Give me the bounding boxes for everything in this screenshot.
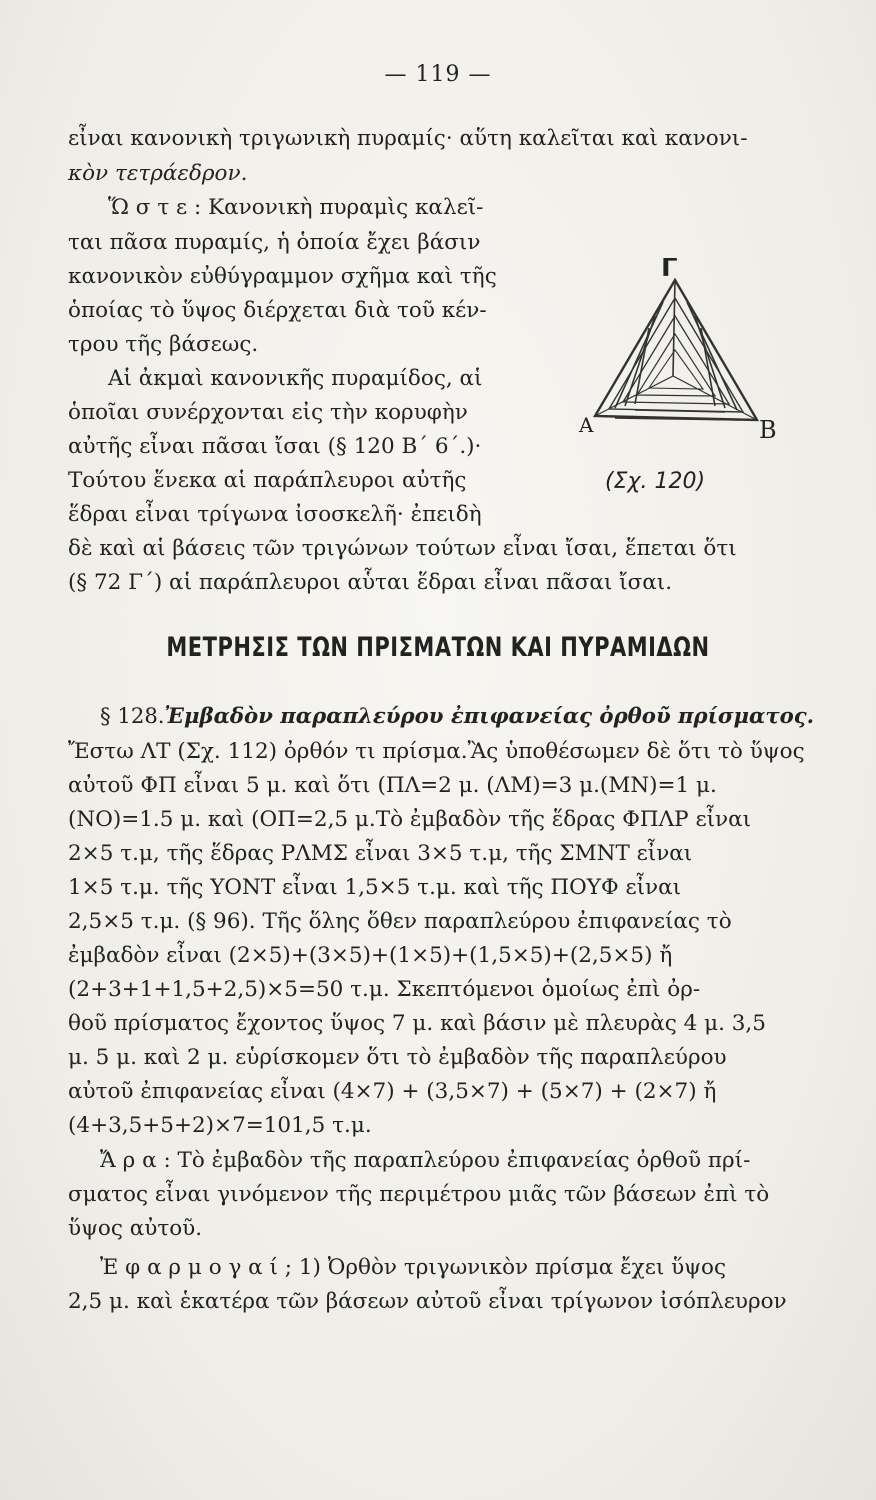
text-line: ὁποῖαι συνέρχονται εἰς τὴν κορυφὴν bbox=[68, 400, 468, 425]
text-line: αὐτοῦ ΦΠ εἶναι 5 μ. καὶ ὅτι (ΠΛ=2 μ. (ΛΜ)=3 μ.(ΜΝ)=1 μ. bbox=[68, 773, 717, 798]
paragraph-label: § 128. bbox=[100, 704, 165, 729]
text-line: ὁποίας τὸ ὕψος διέρχεται διὰ τοῦ κέν- bbox=[68, 298, 487, 323]
paragraph-128-line bbox=[100, 706, 814, 728]
text-line: Ἄ ρ α : Τὸ ἐμβαδὸν τῆς παραπλεύρου ἐπιφανείας ὀρθοῦ πρί- bbox=[100, 1148, 751, 1173]
text-line: εἶναι κανονικὴ τριγωνικὴ πυραμίς· αὕτη καλεῖται καὶ κανονι- bbox=[68, 126, 748, 151]
text-line: (2+3+1+1,5+2,5)×5=50 τ.μ. Σκεπτόμενοι ὁμοίως ἐπὶ ὀρ- bbox=[68, 977, 701, 1002]
text-line: θοῦ πρίσματος ἔχοντος ὕψος 7 μ. καὶ βάσιν μὲ πλευρὰς 4 μ. 3,5 bbox=[68, 1011, 766, 1036]
pyramid-figure bbox=[575, 258, 785, 493]
text-line: Ἔστω ΛΤ (Σχ. 112) ὀρθόν τι πρίσμα.Ἂς ὑποθέσωμεν δὲ ὅτι τὸ ὕψος bbox=[68, 739, 805, 764]
text-line: (§ 72 Γ΄) αἱ παράπλευροι αὗται ἕδραι εἶναι πᾶσαι ἴσαι. bbox=[68, 570, 673, 595]
text-line: ται πᾶσα πυραμίς, ἡ ὁποία ἔχει βάσιν bbox=[68, 230, 481, 255]
vertex-label-top: Γ bbox=[661, 258, 678, 283]
paragraph-title: Ἐμβαδὸν παραπλεύρου ἐπιφανείας ὀρθοῦ πρίσματος. bbox=[164, 704, 815, 729]
text-line: 2,5×5 τ.μ. (§ 96). Τῆς ὅλης ὅθεν παραπλεύρου ἐπιφανείας τὸ bbox=[68, 909, 732, 934]
text-line: ὕψος αὐτοῦ. bbox=[68, 1216, 203, 1241]
text-line: ἐμβαδὸν εἶναι (2×5)+(3×5)+(1×5)+(1,5×5)+(2,5×5) ἤ bbox=[68, 943, 673, 968]
text-line: 1×5 τ.μ. τῆς ΥΟΝΤ εἶναι 1,5×5 τ.μ. καὶ τῆς ΠΟΥΦ εἶναι bbox=[68, 875, 682, 900]
text-line: 2,5 μ. καὶ ἑκατέρα τῶν βάσεων αὐτοῦ εἶναι τρίγωνον ἰσόπλευρον bbox=[68, 1289, 787, 1314]
text-line: 2×5 τ.μ, τῆς ἕδρας ΡΛΜΣ εἶναι 3×5 τ.μ, τῆς ΣΜΝΤ εἶναι bbox=[68, 841, 693, 866]
vertex-label-left: Α bbox=[579, 413, 594, 437]
text-line: (ΝΟ)=1.5 μ. καὶ (ΟΠ=2,5 μ.Τὸ ἐμβαδὸν τῆς ἕδρας ΦΠΛΡ εἶναι bbox=[68, 807, 752, 832]
text-line: σματος εἶναι γινόμενον τῆς περιμέτρου μιᾶς τῶν βάσεων ἐπὶ τὸ bbox=[68, 1182, 770, 1207]
text-line: Αἱ ἀκμαὶ κανονικῆς πυραμίδος, αἱ bbox=[108, 366, 483, 391]
section-heading: ΜΕΤΡΗΣΙΣ ΤΩΝ ΠΡΙΣΜΑΤΩΝ ΚΑΙ ΠΥΡΑΜΙΔΩΝ bbox=[166, 632, 710, 662]
text-line: κὸν τετράεδρον. bbox=[68, 161, 248, 186]
text-line: Τούτου ἕνεκα αἱ παράπλευροι αὐτῆς bbox=[68, 468, 467, 493]
text-line: αὐτῆς εἶναι πᾶσαι ἴσαι (§ 120 Β΄ 6΄.)· bbox=[68, 434, 482, 459]
figure-caption: (Σχ. 120) bbox=[605, 469, 706, 493]
text-line: ἕδραι εἶναι τρίγωνα ἰσοσκελῆ· ἐπειδὴ bbox=[68, 502, 482, 527]
pyramid-drawing bbox=[575, 258, 785, 493]
text-line: δὲ καὶ αἱ βάσεις τῶν τριγώνων τούτων εἶναι ἴσαι, ἕπεται ὅτι bbox=[68, 536, 737, 561]
text-line: τρου τῆς βάσεως. bbox=[68, 332, 259, 357]
text-line: αὐτοῦ ἐπιφανείας εἶναι (4×7) + (3,5×7) + (5×7) + (2×7) ἤ bbox=[68, 1079, 717, 1104]
vertex-label-right: Β bbox=[759, 416, 777, 444]
text-line: κανονικὸν εὐθύγραμμον σχῆμα καὶ τῆς bbox=[68, 264, 497, 289]
text-line: (4+3,5+5+2)×7=101,5 τ.μ. bbox=[68, 1113, 372, 1138]
page-number: — 119 — bbox=[384, 62, 492, 87]
text-line: Ὥ σ τ ε : Κανονικὴ πυραμὶς καλεῖ- bbox=[108, 195, 484, 220]
text-line: Ἐ φ α ρ μ ο γ α ί ; 1) Ὀρθὸν τριγωνικὸν πρίσμα ἔχει ὕψος bbox=[100, 1255, 727, 1280]
text-line: μ. 5 μ. καὶ 2 μ. εὑρίσκομεν ὅτι τὸ ἐμβαδὸν τῆς παραπλεύρου bbox=[68, 1045, 727, 1070]
